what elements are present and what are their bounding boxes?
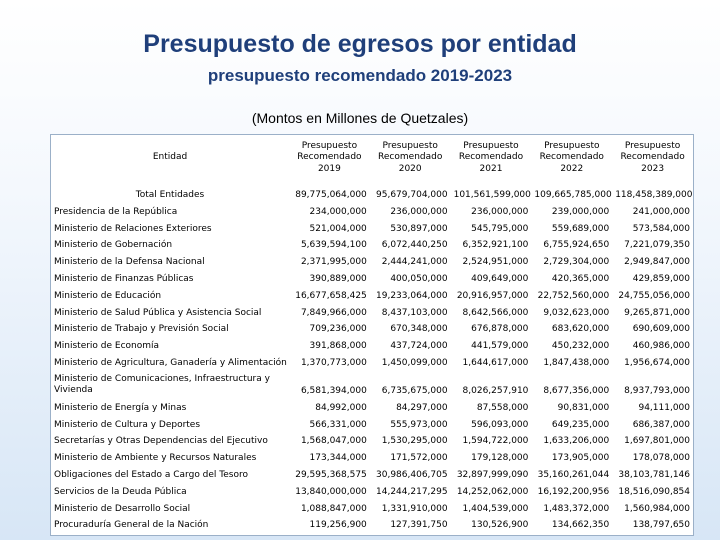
budget-value-2020: 171,572,000 <box>390 453 448 464</box>
budget-value-2022: 9,032,623,000 <box>543 307 610 318</box>
budget-value-2021: 236,000,000 <box>471 206 529 217</box>
table-row <box>51 480 693 497</box>
budget-value-2020: 2,444,241,000 <box>381 257 448 268</box>
column-header-2019: Presupuesto Recomendado 2019 <box>297 140 362 174</box>
budget-value-2020: 1,331,910,000 <box>381 503 448 514</box>
budget-value-2019: 1,568,047,000 <box>300 436 367 447</box>
table-body <box>51 181 693 530</box>
budget-value-2021: 441,579,000 <box>471 341 529 352</box>
table-row <box>51 430 693 447</box>
budget-value-2023: 2,949,847,000 <box>624 257 690 268</box>
budget-value-2023: 94,111,000 <box>638 402 690 413</box>
budget-value-2022: 420,365,000 <box>551 273 610 284</box>
table-row <box>51 514 693 531</box>
table-row <box>51 334 693 351</box>
entity-name: Procuraduría General de la Nación <box>54 520 209 531</box>
table-row <box>51 463 693 480</box>
total-value-2023: 118,458,389,000 <box>615 190 693 200</box>
entity-name: Ministerio de Relaciones Exteriores <box>54 223 212 234</box>
entity-name: Ministerio de Finanzas Públicas <box>54 273 194 284</box>
page-subtitle: presupuesto recomendado 2019-2023 <box>207 66 513 85</box>
budget-value-2019: 13,840,000,000 <box>295 486 367 497</box>
budget-value-2019: 709,236,000 <box>309 324 367 335</box>
budget-value-2023: 429,859,000 <box>632 273 690 284</box>
table-header-row <box>51 135 693 181</box>
budget-value-2022: 16,192,200,956 <box>537 486 610 497</box>
column-header-2021: Presupuesto Recomendado 2021 <box>458 140 524 174</box>
table-row <box>51 396 693 413</box>
budget-value-2023: 178,078,000 <box>632 453 690 464</box>
entity-name: Ministerio de Educación <box>54 290 162 301</box>
total-value-2019: 89,775,064,000 <box>295 190 367 200</box>
page-title: Presupuesto de egresos por entidad <box>143 30 577 58</box>
budget-value-2020: 670,348,000 <box>390 324 448 335</box>
budget-value-2023: 686,387,000 <box>632 419 690 430</box>
entity-name: Ministerio de Trabajo y Previsión Social <box>54 324 229 335</box>
budget-value-2021: 179,128,000 <box>471 453 529 464</box>
budget-value-2021: 8,642,566,000 <box>462 307 529 318</box>
budget-value-2019: 6,581,394,000 <box>300 385 367 396</box>
budget-value-2023: 24,755,056,000 <box>618 290 690 301</box>
budget-value-2019: 566,331,000 <box>309 419 367 430</box>
budget-value-2021: 8,026,257,910 <box>462 385 529 396</box>
budget-value-2022: 6,755,924,650 <box>543 240 610 251</box>
table-row <box>51 368 693 396</box>
table-row <box>51 234 693 251</box>
budget-value-2019: 521,004,000 <box>309 223 367 234</box>
budget-value-2020: 14,244,217,295 <box>376 486 448 497</box>
budget-value-2020: 6,735,675,000 <box>381 385 448 396</box>
budget-value-2022: 2,729,304,000 <box>543 257 610 268</box>
entity-name: Ministerio de Desarrollo Social <box>54 503 191 514</box>
budget-value-2023: 38,103,781,146 <box>618 469 690 480</box>
budget-value-2019: 391,868,000 <box>309 341 367 352</box>
budget-value-2019: 2,371,995,000 <box>300 257 367 268</box>
total-value-2020: 95,679,704,000 <box>376 190 448 200</box>
budget-value-2023: 138,797,650 <box>632 520 690 531</box>
budget-value-2022: 1,847,438,000 <box>543 357 610 368</box>
budget-value-2021: 1,594,722,000 <box>462 436 529 447</box>
budget-value-2022: 450,232,000 <box>551 341 610 352</box>
budget-table-container <box>50 134 694 536</box>
table-row <box>51 250 693 267</box>
budget-value-2020: 8,437,103,000 <box>381 307 448 318</box>
table-row <box>51 301 693 318</box>
entity-name: Servicios de la Deuda Pública <box>54 486 187 497</box>
entity-name: Ministerio de Ambiente y Recursos Naturales <box>54 453 257 464</box>
table-row <box>51 351 693 368</box>
budget-table <box>51 135 693 530</box>
table-row <box>51 200 693 217</box>
table-row <box>51 217 693 234</box>
budget-value-2019: 1,370,773,000 <box>300 357 367 368</box>
budget-value-2020: 127,391,750 <box>390 520 448 531</box>
budget-value-2019: 29,595,368,575 <box>295 469 367 480</box>
table-row <box>51 497 693 514</box>
budget-value-2022: 134,662,350 <box>551 520 610 531</box>
budget-value-2020: 236,000,000 <box>390 206 448 217</box>
budget-value-2019: 7,849,966,000 <box>300 307 367 318</box>
budget-value-2023: 18,516,090,854 <box>618 486 690 497</box>
budget-value-2022: 22,752,560,000 <box>537 290 610 301</box>
table-row <box>51 284 693 301</box>
budget-value-2021: 32,897,999,090 <box>456 469 529 480</box>
budget-value-2023: 1,560,984,000 <box>624 503 690 514</box>
budget-value-2019: 234,000,000 <box>309 206 367 217</box>
budget-value-2023: 573,584,000 <box>632 223 690 234</box>
budget-value-2022: 1,483,372,000 <box>543 503 610 514</box>
entity-name: Ministerio de Cultura y Deportes <box>54 419 201 430</box>
total-value-2021: 101,561,599,000 <box>453 190 531 200</box>
budget-value-2021: 545,795,000 <box>471 223 529 234</box>
budget-value-2019: 173,344,000 <box>309 453 367 464</box>
budget-value-2021: 2,524,951,000 <box>462 257 529 268</box>
budget-value-2019: 390,889,000 <box>309 273 367 284</box>
budget-value-2020: 30,986,406,705 <box>376 469 448 480</box>
budget-value-2021: 676,878,000 <box>471 324 529 335</box>
units-note: (Montos en Millones de Quetzales) <box>251 110 469 126</box>
budget-value-2023: 8,937,793,000 <box>624 385 690 396</box>
budget-value-2020: 437,724,000 <box>390 341 448 352</box>
budget-value-2023: 460,986,000 <box>632 341 690 352</box>
budget-value-2019: 119,256,900 <box>309 520 367 531</box>
budget-value-2023: 9,265,871,000 <box>624 307 690 318</box>
budget-value-2022: 90,831,000 <box>557 402 610 413</box>
budget-value-2020: 555,973,000 <box>390 419 448 430</box>
budget-value-2021: 596,093,000 <box>471 419 529 430</box>
entity-name: Obligaciones del Estado a Cargo del Tesoro <box>54 469 249 480</box>
budget-value-2022: 173,905,000 <box>551 453 610 464</box>
entity-name: Presidencia de la República <box>54 206 178 217</box>
budget-value-2021: 409,649,000 <box>471 273 529 284</box>
table-row <box>51 446 693 463</box>
budget-value-2023: 241,000,000 <box>632 206 690 217</box>
budget-value-2020: 400,050,000 <box>390 273 448 284</box>
budget-value-2022: 8,677,356,000 <box>543 385 610 396</box>
table-row <box>51 413 693 430</box>
budget-value-2022: 649,235,000 <box>551 419 610 430</box>
budget-value-2021: 87,558,000 <box>476 402 529 413</box>
total-value-2022: 109,665,785,000 <box>534 190 612 200</box>
entity-name: Ministerio de Salud Pública y Asistencia Social <box>54 307 262 318</box>
budget-value-2022: 559,689,000 <box>551 223 610 234</box>
budget-value-2020: 84,297,000 <box>396 402 448 413</box>
budget-value-2021: 130,526,900 <box>471 520 529 531</box>
budget-value-2020: 19,233,064,000 <box>376 290 448 301</box>
budget-value-2020: 530,897,000 <box>390 223 448 234</box>
entity-name: Ministerio de la Defensa Nacional <box>54 257 205 268</box>
budget-value-2019: 16,677,658,425 <box>295 290 367 301</box>
table-row <box>51 318 693 335</box>
column-header-2023: Presupuesto Recomendado 2023 <box>620 140 685 174</box>
budget-value-2023: 690,609,000 <box>632 324 690 335</box>
budget-value-2021: 14,252,062,000 <box>456 486 529 497</box>
budget-value-2023: 1,697,801,000 <box>624 436 690 447</box>
budget-value-2022: 683,620,000 <box>551 324 610 335</box>
budget-value-2021: 1,644,617,000 <box>462 357 529 368</box>
budget-value-2019: 5,639,594,100 <box>300 240 367 251</box>
budget-value-2022: 239,000,000 <box>551 206 610 217</box>
total-row <box>51 181 693 200</box>
entity-name: Ministerio de Energía y Minas <box>54 402 187 413</box>
column-header-entidad: Entidad <box>152 152 188 163</box>
budget-value-2023: 7,221,079,350 <box>624 240 690 251</box>
entity-name: Ministerio de Economía <box>54 341 160 352</box>
total-label: Total Entidades <box>135 190 205 200</box>
budget-value-2021: 1,404,539,000 <box>462 503 529 514</box>
budget-value-2019: 1,088,847,000 <box>300 503 367 514</box>
budget-value-2022: 1,633,206,000 <box>543 436 610 447</box>
entity-name: Ministerio de Gobernación <box>54 240 173 251</box>
budget-value-2020: 1,530,295,000 <box>381 436 448 447</box>
budget-value-2023: 1,956,674,000 <box>624 357 690 368</box>
table-row <box>51 267 693 284</box>
column-header-2022: Presupuesto Recomendado 2022 <box>539 140 604 174</box>
column-header-2020: Presupuesto Recomendado 2020 <box>378 140 443 174</box>
budget-value-2021: 6,352,921,100 <box>462 240 529 251</box>
budget-value-2020: 6,072,440,250 <box>381 240 448 251</box>
budget-value-2021: 20,916,957,000 <box>456 290 529 301</box>
budget-value-2019: 84,992,000 <box>315 402 367 413</box>
entity-name: Secretarías y Otras Dependencias del Ejecutivo <box>54 436 268 447</box>
budget-value-2020: 1,450,099,000 <box>381 357 448 368</box>
budget-value-2022: 35,160,261,044 <box>537 469 610 480</box>
entity-name: Ministerio de Comunicaciones, Infraestructura y Vivienda <box>54 373 270 395</box>
entity-name: Ministerio de Agricultura, Ganadería y Alimentación <box>54 357 287 368</box>
